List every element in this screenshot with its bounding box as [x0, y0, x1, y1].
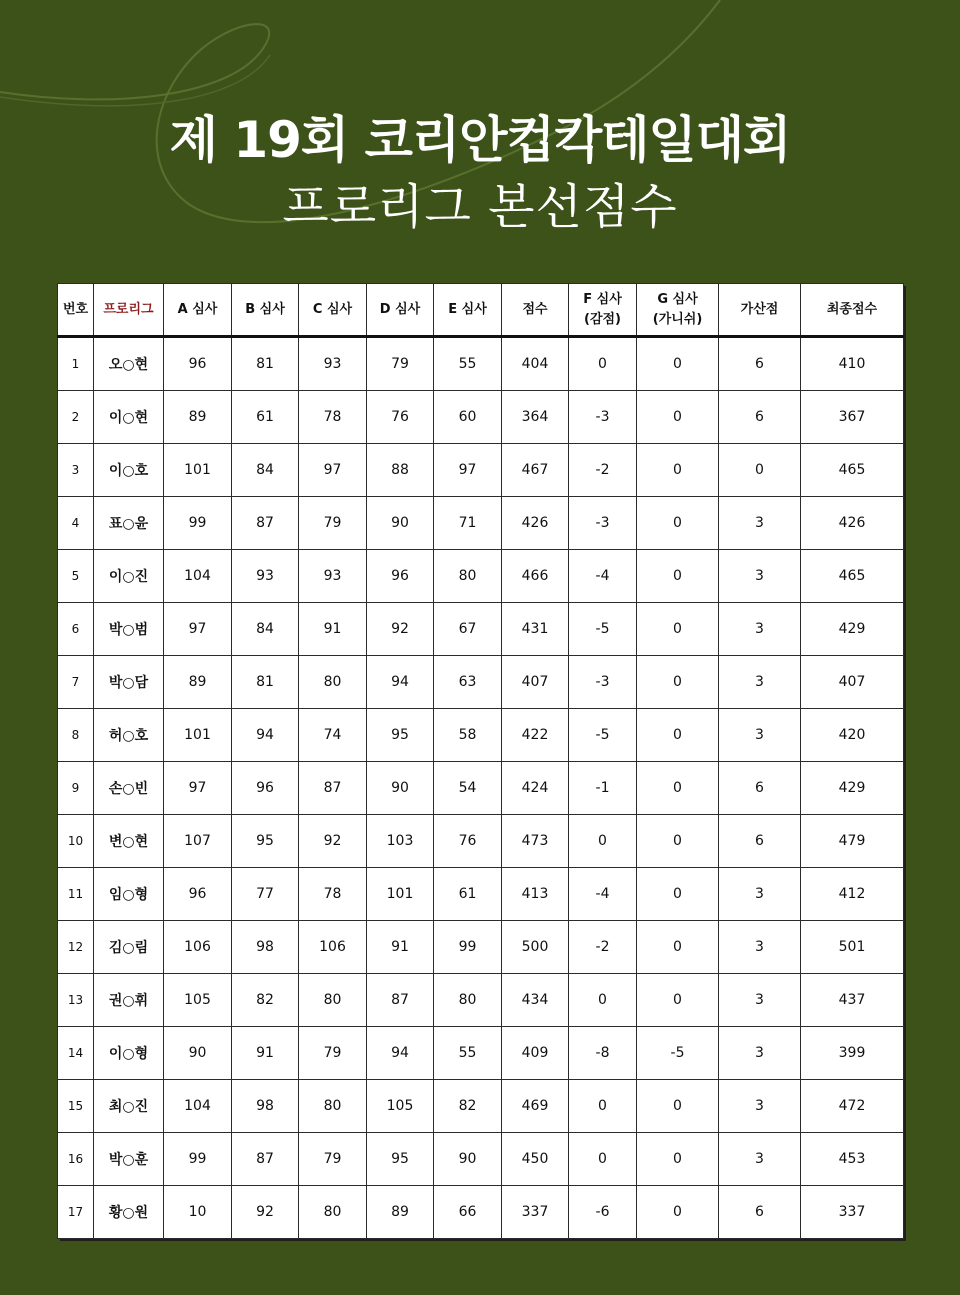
cell-bonus: 0 — [719, 444, 801, 497]
cell-score: 424 — [502, 762, 569, 815]
cell-judge-a: 97 — [164, 603, 232, 656]
score-table-container — [57, 283, 903, 1238]
cell-judge-b: 94 — [232, 709, 299, 762]
cell-bonus: 3 — [719, 921, 801, 974]
header-judge-b: B 심사 — [232, 284, 299, 337]
cell-bonus: 3 — [719, 603, 801, 656]
cell-judge-d: 90 — [367, 762, 434, 815]
cell-bonus: 3 — [719, 656, 801, 709]
cell-judge-c: 80 — [299, 974, 367, 1027]
cell-judge-d: 101 — [367, 868, 434, 921]
cell-judge-d: 92 — [367, 603, 434, 656]
cell-judge-d: 103 — [367, 815, 434, 868]
cell-name: 허○호 — [94, 709, 164, 762]
cell-name: 표○윤 — [94, 497, 164, 550]
cell-judge-c: 106 — [299, 921, 367, 974]
cell-bonus: 3 — [719, 974, 801, 1027]
cell-bonus: 6 — [719, 391, 801, 444]
cell-name: 이○진 — [94, 550, 164, 603]
cell-judge-d: 89 — [367, 1186, 434, 1239]
cell-judge-b: 98 — [232, 1080, 299, 1133]
cell-bonus: 3 — [719, 709, 801, 762]
cell-judge-d: 96 — [367, 550, 434, 603]
cell-judge-a: 106 — [164, 921, 232, 974]
cell-judge-c: 92 — [299, 815, 367, 868]
cell-judge-e: 76 — [434, 815, 502, 868]
cell-judge-d: 94 — [367, 656, 434, 709]
cell-judge-g: 0 — [637, 337, 719, 391]
cell-judge-g: 0 — [637, 762, 719, 815]
cell-judge-g: 0 — [637, 1133, 719, 1186]
cell-judge-e: 80 — [434, 550, 502, 603]
cell-final-score: 337 — [801, 1186, 904, 1239]
cell-number: 2 — [58, 391, 94, 444]
cell-judge-g: 0 — [637, 1186, 719, 1239]
table-row — [58, 709, 904, 762]
header-judge-f: F 심사 (감점) — [569, 284, 637, 337]
cell-judge-e: 61 — [434, 868, 502, 921]
cell-judge-a: 107 — [164, 815, 232, 868]
header-judge-d: D 심사 — [367, 284, 434, 337]
cell-number: 10 — [58, 815, 94, 868]
cell-judge-g: -5 — [637, 1027, 719, 1080]
cell-name: 변○현 — [94, 815, 164, 868]
cell-score: 364 — [502, 391, 569, 444]
cell-judge-f: 0 — [569, 337, 637, 391]
cell-bonus: 6 — [719, 1186, 801, 1239]
cell-final-score: 472 — [801, 1080, 904, 1133]
cell-judge-b: 98 — [232, 921, 299, 974]
cell-judge-a: 101 — [164, 444, 232, 497]
cell-number: 6 — [58, 603, 94, 656]
cell-judge-g: 0 — [637, 391, 719, 444]
cell-judge-c: 91 — [299, 603, 367, 656]
cell-judge-c: 80 — [299, 1080, 367, 1133]
cell-bonus: 3 — [719, 1133, 801, 1186]
table-row — [58, 762, 904, 815]
cell-final-score: 410 — [801, 337, 904, 391]
cell-judge-f: 0 — [569, 815, 637, 868]
cell-score: 450 — [502, 1133, 569, 1186]
cell-judge-b: 92 — [232, 1186, 299, 1239]
cell-number: 11 — [58, 868, 94, 921]
header-judge-a: A 심사 — [164, 284, 232, 337]
cell-judge-c: 79 — [299, 1027, 367, 1080]
header-name: 프로리그 — [94, 284, 164, 337]
cell-judge-b: 61 — [232, 391, 299, 444]
cell-final-score: 429 — [801, 762, 904, 815]
cell-judge-e: 71 — [434, 497, 502, 550]
cell-judge-c: 78 — [299, 868, 367, 921]
header-judge-e: E 심사 — [434, 284, 502, 337]
cell-number: 4 — [58, 497, 94, 550]
cell-judge-b: 84 — [232, 603, 299, 656]
table-header-row — [58, 284, 904, 337]
cell-judge-c: 87 — [299, 762, 367, 815]
cell-judge-d: 88 — [367, 444, 434, 497]
cell-judge-d: 91 — [367, 921, 434, 974]
cell-bonus: 3 — [719, 1027, 801, 1080]
cell-judge-g: 0 — [637, 497, 719, 550]
cell-judge-a: 105 — [164, 974, 232, 1027]
cell-score: 426 — [502, 497, 569, 550]
cell-judge-b: 87 — [232, 1133, 299, 1186]
cell-number: 12 — [58, 921, 94, 974]
cell-judge-e: 63 — [434, 656, 502, 709]
header-judge-c: C 심사 — [299, 284, 367, 337]
cell-judge-f: -4 — [569, 868, 637, 921]
cell-name: 오○현 — [94, 337, 164, 391]
cell-bonus: 6 — [719, 815, 801, 868]
cell-name: 박○훈 — [94, 1133, 164, 1186]
table-row — [58, 603, 904, 656]
cell-name: 이○현 — [94, 391, 164, 444]
score-table — [57, 283, 904, 1239]
cell-judge-g: 0 — [637, 921, 719, 974]
header-final-score: 최종점수 — [801, 284, 904, 337]
cell-judge-e: 55 — [434, 1027, 502, 1080]
cell-bonus: 6 — [719, 337, 801, 391]
cell-judge-e: 60 — [434, 391, 502, 444]
cell-score: 434 — [502, 974, 569, 1027]
cell-score: 404 — [502, 337, 569, 391]
cell-judge-b: 77 — [232, 868, 299, 921]
cell-number: 14 — [58, 1027, 94, 1080]
cell-number: 8 — [58, 709, 94, 762]
cell-judge-f: -5 — [569, 709, 637, 762]
cell-judge-d: 79 — [367, 337, 434, 391]
cell-final-score: 407 — [801, 656, 904, 709]
cell-final-score: 479 — [801, 815, 904, 868]
cell-judge-f: -2 — [569, 921, 637, 974]
cell-judge-e: 80 — [434, 974, 502, 1027]
cell-score: 407 — [502, 656, 569, 709]
cell-judge-a: 97 — [164, 762, 232, 815]
cell-judge-g: 0 — [637, 603, 719, 656]
cell-judge-e: 97 — [434, 444, 502, 497]
table-row — [58, 868, 904, 921]
cell-judge-a: 101 — [164, 709, 232, 762]
cell-name: 박○담 — [94, 656, 164, 709]
cell-judge-b: 81 — [232, 656, 299, 709]
cell-judge-b: 84 — [232, 444, 299, 497]
cell-judge-g: 0 — [637, 974, 719, 1027]
cell-judge-f: 0 — [569, 1080, 637, 1133]
cell-judge-b: 82 — [232, 974, 299, 1027]
cell-judge-c: 93 — [299, 550, 367, 603]
cell-judge-f: -3 — [569, 497, 637, 550]
cell-score: 337 — [502, 1186, 569, 1239]
cell-score: 466 — [502, 550, 569, 603]
cell-judge-f: -5 — [569, 603, 637, 656]
cell-judge-a: 104 — [164, 550, 232, 603]
cell-judge-d: 94 — [367, 1027, 434, 1080]
cell-name: 손○빈 — [94, 762, 164, 815]
cell-final-score: 426 — [801, 497, 904, 550]
cell-judge-c: 97 — [299, 444, 367, 497]
cell-judge-b: 81 — [232, 337, 299, 391]
cell-judge-b: 95 — [232, 815, 299, 868]
cell-name: 권○휘 — [94, 974, 164, 1027]
cell-final-score: 420 — [801, 709, 904, 762]
cell-judge-a: 99 — [164, 497, 232, 550]
cell-judge-d: 76 — [367, 391, 434, 444]
cell-judge-c: 78 — [299, 391, 367, 444]
cell-score: 431 — [502, 603, 569, 656]
cell-final-score: 367 — [801, 391, 904, 444]
cell-name: 이○호 — [94, 444, 164, 497]
cell-score: 422 — [502, 709, 569, 762]
cell-judge-a: 90 — [164, 1027, 232, 1080]
cell-number: 15 — [58, 1080, 94, 1133]
cell-judge-e: 90 — [434, 1133, 502, 1186]
cell-judge-g: 0 — [637, 815, 719, 868]
cell-judge-b: 93 — [232, 550, 299, 603]
cell-score: 467 — [502, 444, 569, 497]
cell-bonus: 6 — [719, 762, 801, 815]
cell-judge-d: 87 — [367, 974, 434, 1027]
table-row — [58, 1080, 904, 1133]
table-row — [58, 921, 904, 974]
table-row — [58, 550, 904, 603]
cell-score: 413 — [502, 868, 569, 921]
cell-judge-d: 90 — [367, 497, 434, 550]
cell-judge-e: 58 — [434, 709, 502, 762]
cell-judge-a: 96 — [164, 868, 232, 921]
cell-judge-c: 79 — [299, 1133, 367, 1186]
cell-judge-f: -3 — [569, 656, 637, 709]
table-row — [58, 656, 904, 709]
cell-judge-c: 80 — [299, 1186, 367, 1239]
cell-number: 3 — [58, 444, 94, 497]
cell-judge-f: 0 — [569, 1133, 637, 1186]
cell-final-score: 465 — [801, 444, 904, 497]
cell-judge-b: 96 — [232, 762, 299, 815]
header-judge-g: G 심사 (가니쉬) — [637, 284, 719, 337]
cell-bonus: 3 — [719, 868, 801, 921]
table-row — [58, 1186, 904, 1239]
cell-name: 황○원 — [94, 1186, 164, 1239]
table-row — [58, 815, 904, 868]
cell-judge-d: 95 — [367, 1133, 434, 1186]
cell-judge-c: 79 — [299, 497, 367, 550]
cell-judge-a: 104 — [164, 1080, 232, 1133]
cell-final-score: 453 — [801, 1133, 904, 1186]
cell-score: 409 — [502, 1027, 569, 1080]
cell-judge-g: 0 — [637, 1080, 719, 1133]
header-score: 점수 — [502, 284, 569, 337]
cell-name: 최○진 — [94, 1080, 164, 1133]
table-row — [58, 974, 904, 1027]
table-row — [58, 337, 904, 391]
table-row — [58, 391, 904, 444]
cell-final-score: 412 — [801, 868, 904, 921]
cell-judge-c: 74 — [299, 709, 367, 762]
cell-bonus: 3 — [719, 497, 801, 550]
cell-number: 9 — [58, 762, 94, 815]
cell-judge-g: 0 — [637, 550, 719, 603]
cell-final-score: 399 — [801, 1027, 904, 1080]
cell-number: 17 — [58, 1186, 94, 1239]
cell-judge-a: 96 — [164, 337, 232, 391]
cell-judge-a: 10 — [164, 1186, 232, 1239]
cell-judge-b: 87 — [232, 497, 299, 550]
cell-judge-e: 82 — [434, 1080, 502, 1133]
cell-final-score: 429 — [801, 603, 904, 656]
cell-number: 16 — [58, 1133, 94, 1186]
cell-name: 김○림 — [94, 921, 164, 974]
cell-number: 5 — [58, 550, 94, 603]
cell-final-score: 437 — [801, 974, 904, 1027]
cell-judge-a: 99 — [164, 1133, 232, 1186]
cell-score: 473 — [502, 815, 569, 868]
cell-judge-e: 99 — [434, 921, 502, 974]
cell-judge-d: 105 — [367, 1080, 434, 1133]
cell-judge-f: -4 — [569, 550, 637, 603]
header-number: 번호 — [58, 284, 94, 337]
cell-judge-f: -3 — [569, 391, 637, 444]
cell-judge-d: 95 — [367, 709, 434, 762]
cell-judge-e: 67 — [434, 603, 502, 656]
cell-judge-g: 0 — [637, 656, 719, 709]
cell-judge-a: 89 — [164, 391, 232, 444]
cell-judge-a: 89 — [164, 656, 232, 709]
cell-judge-f: -8 — [569, 1027, 637, 1080]
cell-judge-g: 0 — [637, 444, 719, 497]
cell-name: 임○형 — [94, 868, 164, 921]
cell-judge-e: 55 — [434, 337, 502, 391]
cell-score: 500 — [502, 921, 569, 974]
cell-name: 이○형 — [94, 1027, 164, 1080]
table-row — [58, 444, 904, 497]
cell-bonus: 3 — [719, 1080, 801, 1133]
table-row — [58, 1027, 904, 1080]
cell-judge-f: -1 — [569, 762, 637, 815]
cell-score: 469 — [502, 1080, 569, 1133]
cell-final-score: 465 — [801, 550, 904, 603]
cell-judge-f: -2 — [569, 444, 637, 497]
cell-number: 13 — [58, 974, 94, 1027]
cell-judge-c: 93 — [299, 337, 367, 391]
cell-judge-g: 0 — [637, 868, 719, 921]
cell-judge-e: 66 — [434, 1186, 502, 1239]
cell-name: 박○범 — [94, 603, 164, 656]
table-row — [58, 497, 904, 550]
cell-judge-c: 80 — [299, 656, 367, 709]
cell-judge-b: 91 — [232, 1027, 299, 1080]
cell-judge-f: 0 — [569, 974, 637, 1027]
page-subtitle: 프로리그 본선점수 — [282, 179, 678, 235]
cell-final-score: 501 — [801, 921, 904, 974]
cell-bonus: 3 — [719, 550, 801, 603]
cell-judge-g: 0 — [637, 709, 719, 762]
cell-judge-f: -6 — [569, 1186, 637, 1239]
header-bonus: 가산점 — [719, 284, 801, 337]
cell-number: 7 — [58, 656, 94, 709]
cell-number: 1 — [58, 337, 94, 391]
cell-judge-e: 54 — [434, 762, 502, 815]
page-title: 제 19회 코리안컵칵테일대회 — [169, 111, 791, 169]
table-row — [58, 1133, 904, 1186]
